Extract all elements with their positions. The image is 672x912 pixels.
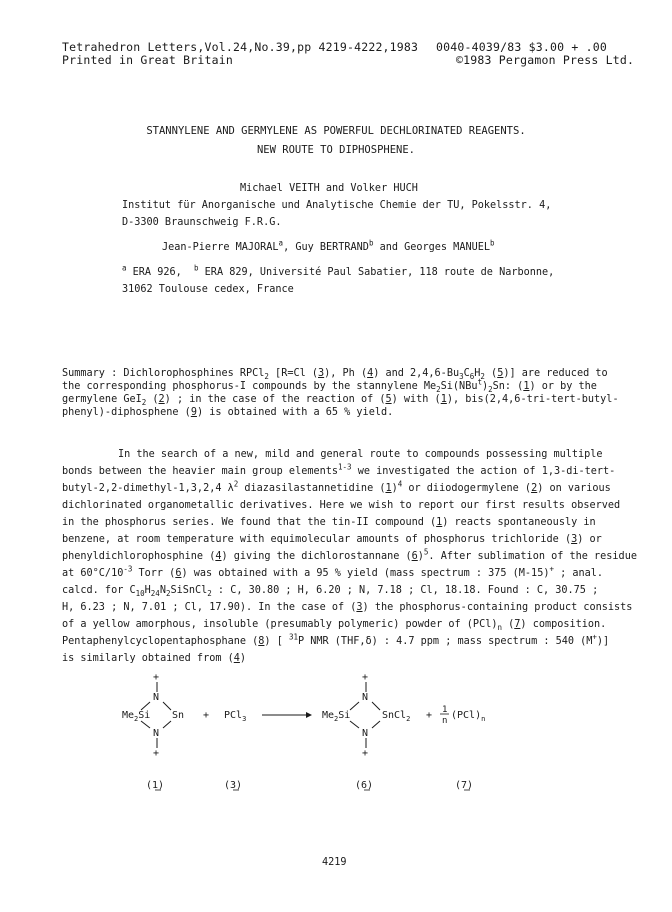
sn-1: Sn [172, 710, 185, 721]
tbutyl-bottom-6: + [362, 748, 369, 759]
reaction-scheme [0, 668, 672, 798]
n-bottom-1: N [153, 728, 160, 739]
page-number: 4219 [322, 857, 347, 868]
svg-text:1: 1 [442, 705, 448, 715]
body-line2: bonds between the heavier main group elements$^{1-3}$ we investigated the action of 1,3-di-tert- [62, 462, 616, 477]
body-line1: In the search of a new, mild and general route to compounds possessing multiple [118, 449, 603, 460]
tbutyl-top-6: + [362, 672, 369, 683]
paper-title-line2: NEW ROUTE TO DIPHOSPHENE. [256, 144, 416, 156]
label-compound-6: (6) [355, 780, 374, 791]
label-compound-7: (7) [455, 780, 474, 791]
body-line5: in the phosphorus series. We found that the tin-II compound (1) reacts spontaneously in [62, 517, 596, 528]
summary-line4: phenyl)-diphosphene (9) is obtained with a 65 % yield. [62, 407, 394, 418]
pcl3: PCl$_3$ [224, 710, 247, 723]
body-line9: calcd. for $C_{10}H_{24}N_2SiSnCl_2$ : C, 30.80 ; H, 6.20 ; N, 7.18 ; Cl, 18.18. Found : C, 30.75 ; [62, 585, 599, 599]
n-top-6: N [362, 692, 369, 703]
me2si-1: $Me_2Si$ [122, 710, 151, 723]
affiliation2-line1: $^a$ ERA 926, $^b$ ERA 829, Université Paul Sabatier, 118 route de Narbonne, [122, 263, 555, 278]
n-bottom-6: N [362, 728, 369, 739]
issn-price: 0040-4039/83 $3.00 + .00 [436, 40, 607, 54]
paper-title-line1: STANNYLENE AND GERMYLENE AS POWERFUL DECHLORINATED REAGENTS. [146, 125, 526, 137]
body-line13: is similarly obtained from (4) [62, 653, 247, 664]
pcl-n: $(PCl)_n$ [451, 710, 486, 723]
fraction-one-over-n [440, 705, 449, 726]
authors-group1: Michael VEITH and Volker HUCH [240, 183, 418, 194]
compound-1-structure [122, 672, 184, 759]
sncl2-6: SnCl$_2$ [382, 710, 411, 723]
body-line7: phenyldichlorophosphine (4) giving the dichlorostannane $(6)^5$. After sublimation of the residue [62, 547, 637, 562]
label-compound-1: (1) [146, 780, 165, 791]
plus-1: + [203, 710, 210, 721]
summary-line2: the corresponding phosphorus-I compounds by the stannylene $Me_2Si(NBu^t)_2Sn$: (1) or by the [62, 377, 597, 395]
n-top-1: N [153, 692, 160, 703]
copyright: ©1983 Pergamon Press Ltd. [456, 53, 635, 67]
affiliation2-line2: 31062 Toulouse cedex, France [122, 284, 294, 295]
summary-line3: germylene GeI$_2$ (2) ; in the case of the reaction of (5) with (1), bis(2,4,6-tri-tert-butyl- [62, 394, 619, 408]
body-line3: butyl-2,2-dimethyl-1,3,2,4 $\lambda^2$ diazasilastannetidine $(1)^4$ or diiodogermylene (2) on various [62, 479, 611, 494]
label-compound-3: (3) [224, 780, 243, 791]
body-line4: dichlorinated organometallic derivatives. Here we wish to report our first results observed [62, 500, 621, 511]
journal-citation: Tetrahedron Letters,Vol.24,No.39,pp 4219-4222,1983 [62, 40, 419, 54]
body-line11: of a yellow amorphous, insoluble (presumably polymeric) powder of $(PCl)_n$ (7) composition. [62, 619, 607, 633]
authors-group2: Jean-Pierre MAJORAL$^a$, Guy BERTRAND$^b$ and Georges MANUEL$^b$ [162, 238, 495, 253]
body-line10: H, 6.23 ; N, 7.01 ; Cl, 17.90). In the case of (3) the phosphorus-containing product consists [62, 602, 633, 613]
affiliation1-line2: D-3300 Braunschweig F.R.G. [122, 217, 282, 228]
me2si-6: $Me_2Si$ [322, 710, 351, 723]
svg-text:n: n [442, 716, 448, 726]
body-line8: at $60^\circ C/10^{-3}$ Torr (6) was obtained with a 95 % yield (mass spectrum : 375 (M-15)+ ; anal. [62, 564, 604, 579]
tbutyl-top-1: + [153, 672, 160, 683]
body-line6: benzene, at room temperature with equimolecular amounts of phosphorus trichloride (3) or [62, 534, 602, 545]
body-line12: Pentaphenylcyclopentaphosphane (8) [ $^{31}$P NMR (THF,δ) : 4.7 ppm ; mass spectrum : 540 (M+)] [62, 632, 610, 647]
summary-line1: Summary : Dichlorophosphines RPCl$_2$ [R=Cl (3), Ph (4) and $2,4,6-Bu_3C_6H_2$ (5)] are reduced to [62, 368, 608, 382]
printed-in: Printed in Great Britain [62, 53, 233, 67]
tbutyl-bottom-1: + [153, 748, 160, 759]
affiliation1-line1: Institut für Anorganische und Analytische Chemie der TU, Pokelsstr. 4, [122, 200, 552, 211]
plus-2: + [426, 710, 433, 721]
compound-6-structure [322, 672, 410, 759]
